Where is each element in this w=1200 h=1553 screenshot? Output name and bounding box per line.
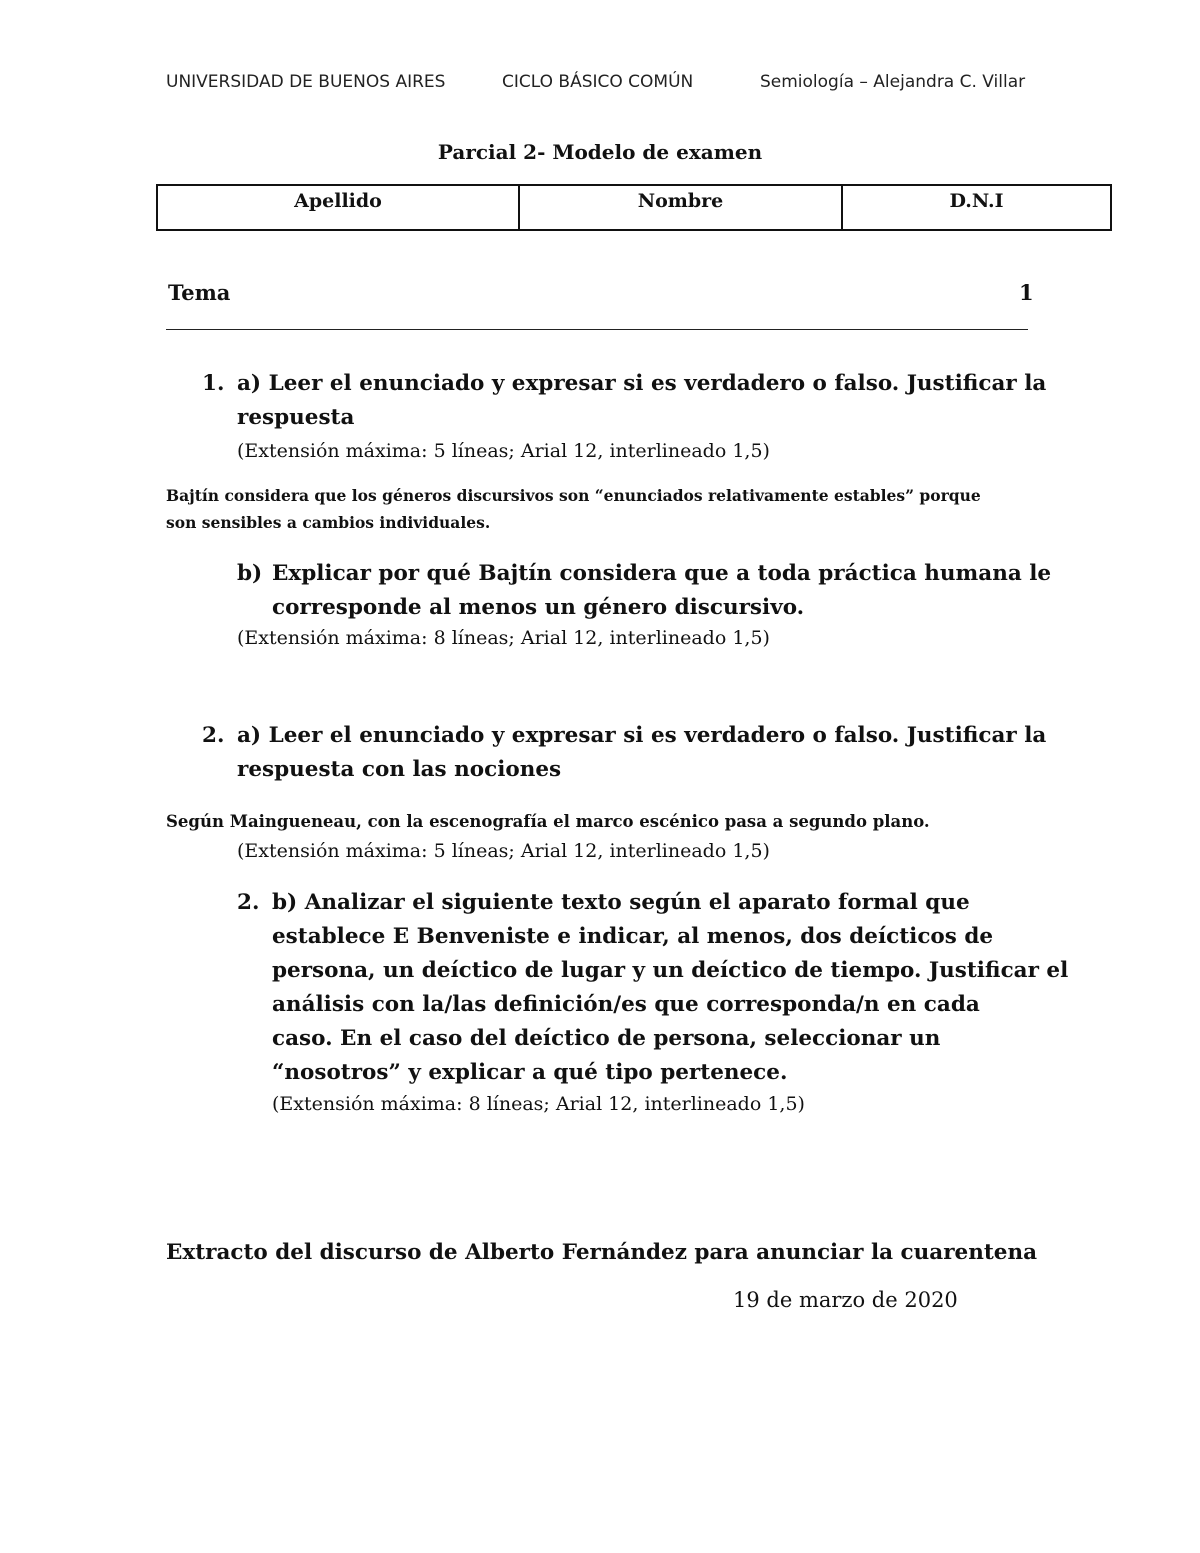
header-university: UNIVERSIDAD DE BUENOS AIRES [166, 72, 446, 92]
header-course: Semiología – Alejandra C. Villar [760, 72, 1026, 92]
q1-a-note: (Extensión máxima: 5 líneas; Arial 12, interlineado 1,5) [237, 440, 770, 462]
q1-number: 1. [202, 371, 225, 396]
q2-b-line: análisis con la/las definición/es que corresponda/n en cada [272, 992, 980, 1017]
q1-a-line2: respuesta [237, 405, 355, 430]
page-title: Parcial 2- Modelo de examen [437, 140, 763, 164]
tema-label: Tema [168, 280, 231, 305]
tema-number: 1 [1019, 280, 1034, 305]
q2-b-line: caso. En el caso del deíctico de persona, seleccionar un [272, 1026, 941, 1051]
extract-title: Extracto del discurso de Alberto Fernández para anunciar la cuarentena [166, 1240, 1038, 1265]
q2-b-number: 2. [237, 890, 260, 915]
q2-b-line: “nosotros” y explicar a qué tipo pertenece. [272, 1060, 788, 1085]
q1-b-label: b) [237, 561, 263, 586]
divider-line [166, 329, 1028, 330]
q1-b-line1: Explicar por qué Bajtín considera que a toda práctica humana le [272, 561, 1052, 586]
q2-a-note: (Extensión máxima: 5 líneas; Arial 12, interlineado 1,5) [237, 840, 770, 862]
q2-a-line2: respuesta con las nociones [237, 757, 562, 782]
q2-b-note: (Extensión máxima: 8 líneas; Arial 12, interlineado 1,5) [272, 1093, 805, 1115]
q2-b-text [272, 886, 1068, 1090]
identification-table [156, 184, 1112, 231]
q2-b-line: establece E Benveniste e indicar, al menos, dos deícticos de [272, 924, 994, 949]
header-cycle: CICLO BÁSICO COMÚN [502, 72, 694, 92]
q1-b-line2: corresponde al menos un género discursivo. [272, 595, 805, 620]
q2-b-line: b) Analizar el siguiente texto según el aparato formal que [272, 890, 970, 915]
column-nombre: Nombre [519, 185, 842, 230]
q1-b-note: (Extensión máxima: 8 líneas; Arial 12, interlineado 1,5) [237, 627, 770, 649]
q1-a-line1: a) Leer el enunciado y expresar si es verdadero o falso. Justificar la [237, 371, 1047, 396]
column-apellido: Apellido [157, 185, 519, 230]
q1-statement-line1: Bajtín considera que los géneros discursivos son “enunciados relativamente estables” porque [166, 486, 981, 505]
q2-b-line: persona, un deíctico de lugar y un deíctico de tiempo. Justificar el [272, 958, 1069, 983]
q2-a-line1: a) Leer el enunciado y expresar si es verdadero o falso. Justificar la [237, 723, 1047, 748]
column-dni: D.N.I [842, 185, 1111, 230]
q2-number: 2. [202, 723, 225, 748]
q2-statement: Según Maingueneau, con la escenografía el marco escénico pasa a segundo plano. [166, 812, 930, 831]
extract-date: 19 de marzo de 2020 [733, 1288, 958, 1312]
q1-statement-line2: son sensibles a cambios individuales. [166, 513, 491, 532]
